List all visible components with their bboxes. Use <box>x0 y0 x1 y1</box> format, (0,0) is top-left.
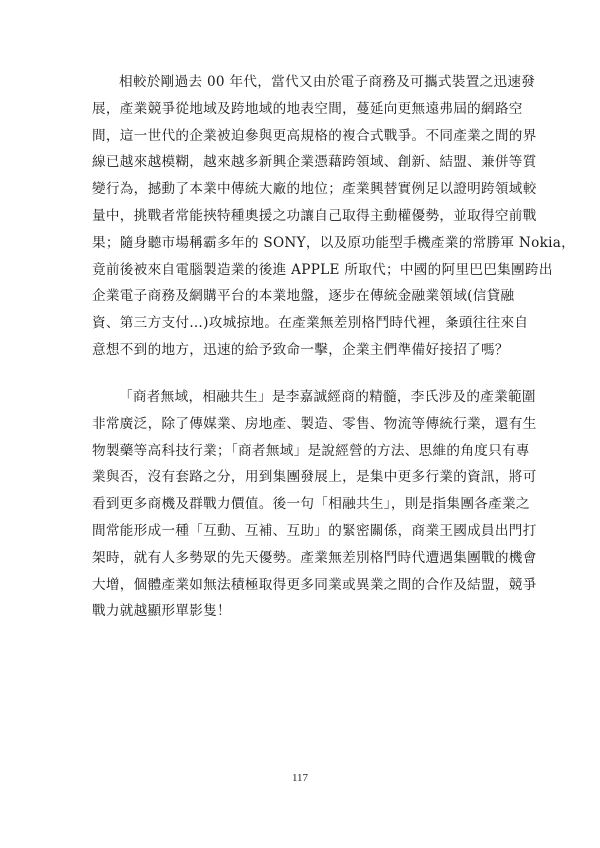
paragraph-line: 展，產業競爭從地域及跨地域的地表空間，蔓延向更無遠弗屆的網路空 <box>92 100 523 117</box>
paragraph-line: 間，這一世代的企業被迫參與更高規格的複合式戰爭。不同產業之間的界 <box>92 127 537 144</box>
paragraph-line: 變行為，撼動了本業中傳統大廠的地位；產業興替實例足以證明跨領域較 <box>92 181 537 198</box>
paragraph-line: 非常廣泛，除了傳媒業、房地產、製造、零售、物流等傳統行業，還有生 <box>92 415 537 432</box>
paragraph-line: 意想不到的地方，迅速的給予致命一擊，企業主們準備好接招了嗎？ <box>92 341 509 358</box>
paragraph-line: 看到更多商機及群戰力價值。後一句「相融共生」，則是指集團各產業之 <box>92 496 530 513</box>
paragraph-line: 戰力就越顯形單影隻！ <box>92 603 231 620</box>
paragraph-line: 企業電子商務及網購平台的本業地盤，逐步在傳統金融業領域(信貸融 <box>92 288 515 305</box>
page-number: 117 <box>291 772 309 784</box>
paragraph-line: 量中，挑戰者常能挾特種奧援之功讓自己取得主動權優勢，並取得空前戰 <box>92 207 537 224</box>
paragraph-2 <box>92 384 537 625</box>
paragraph-line: 相較於剛過去 00 年代，當代又由於電子商務及可攜式裝置之迅速發 <box>119 74 536 90</box>
paragraph-line: 業與否，沒有套路之分，用到集團發展上，是集中更多行業的資訊，將可 <box>92 469 537 486</box>
paragraph-line: 資、第三方支付…)攻城掠地。在產業無差別格鬥時代裡，夈頭往往來自 <box>92 315 529 332</box>
paragraph-line: 果；隨身聽市場稱霸多年的 SONY，以及原功能型手機產業的常勝軍 Nokia， <box>92 234 576 251</box>
paragraph-line: 竟前後被來自電腦製造業的後進 APPLE 所取代；中國的阿里巴巴集團跨出 <box>92 261 553 278</box>
paragraph-line: 線已越來越模糊，越來越多新興企業憑藉跨領域、創新、結盟、兼併等質 <box>92 154 537 171</box>
paragraph-line: 架時，就有人多勢眾的先天優勢。產業無差別格鬥時代遭遇集團戰的機會 <box>92 549 537 566</box>
paragraph-line: 物製藥等高科技行業；「商者無域」是說經營的方法、思維的角度只有專 <box>92 442 530 459</box>
paragraph-line: 「商者無域，相融共生」是李嘉誠經商的精髓，李氏涉及的產業範圍 <box>119 389 536 405</box>
paragraph-1 <box>92 69 576 364</box>
paragraph-line: 間常能形成一種「互動、互補、互助」的緊密關係，商業王國成員出門打 <box>92 522 537 539</box>
paragraph-line: 大增，個體產業如無法積極取得更多同業或異業之間的合作及結盟，競爭 <box>92 576 537 593</box>
